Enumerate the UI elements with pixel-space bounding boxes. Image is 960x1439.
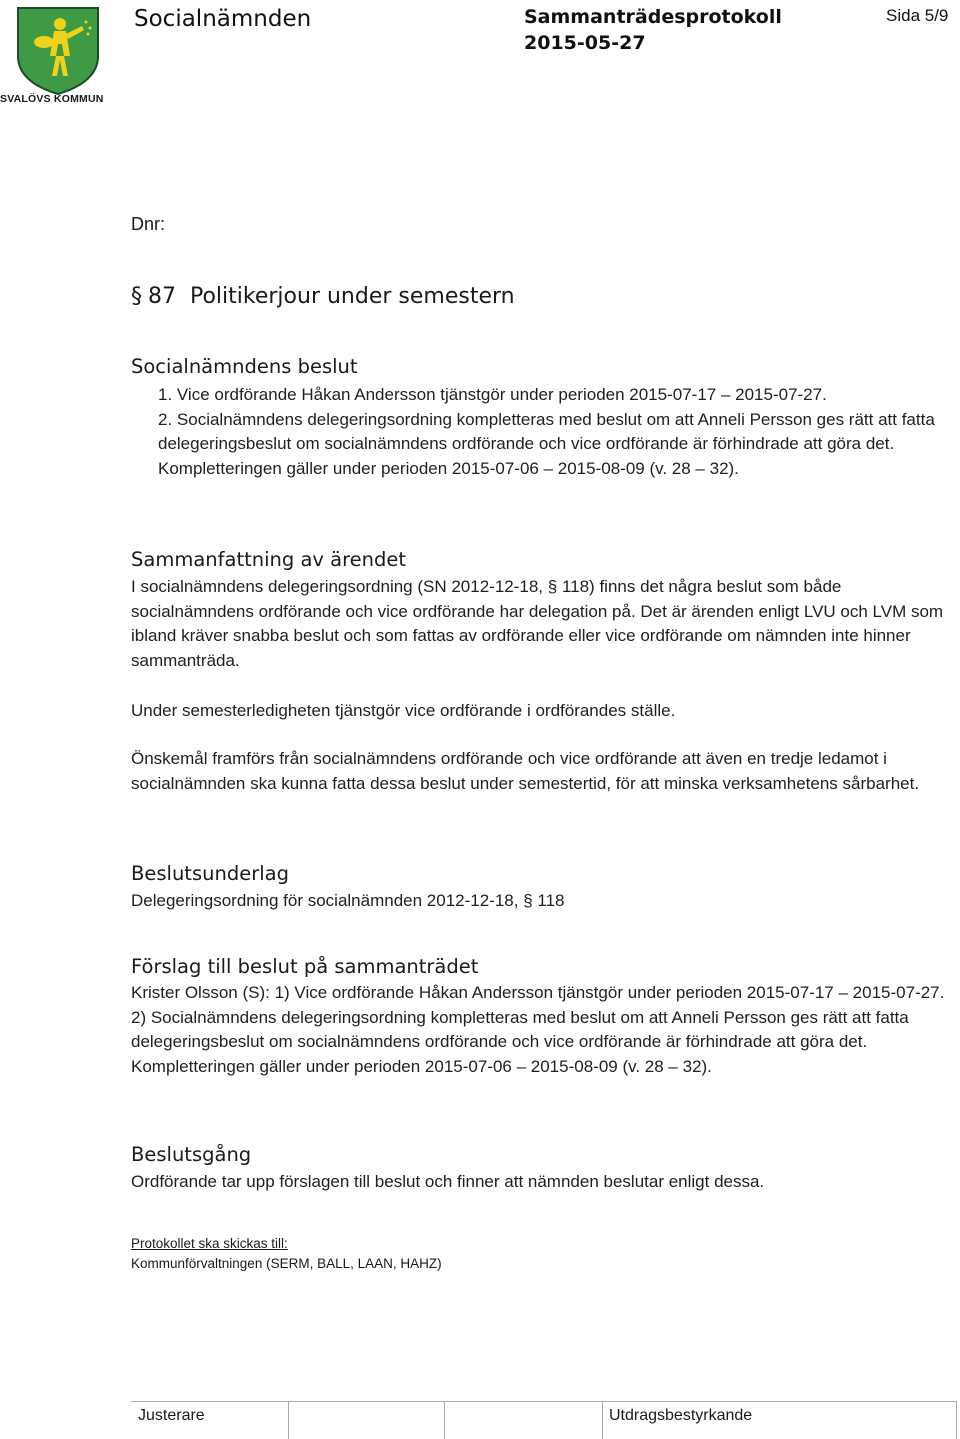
summary-paragraph-1	[131, 575, 953, 673]
distribution-label: Protokollet ska skickas till:	[131, 1236, 288, 1251]
proposal-text: Krister Olsson (S): 1) Vice ordförande Håkan Andersson tjänstgör under perioden 2015-07-17 – 2015-07-27. 2) Socialnämndens delegeringsordning kompletteras med beslut om att Anneli Persson ges rätt att fatta delegeringsbeslut om socialnämndens ordförande och vice ordförande är förhindrade att göra det. Kompletteringen gäller under perioden 2015-07-06 – 2015-08-09 (v. 28 – 32).	[131, 983, 945, 1076]
footer-divider	[131, 1401, 957, 1402]
basis-heading: Beslutsunderlag	[131, 862, 289, 885]
paragraph-symbol: §	[523, 891, 533, 910]
proposal-heading: Förslag till beslut på sammanträdet	[131, 955, 479, 978]
summary-paragraph-2: Under semesterledigheten tjänstgör vice ordförande i ordförandes ställe.	[131, 701, 676, 720]
basis-text-b: 118	[532, 891, 565, 910]
summary-paragraph-3: Önskemål framförs från socialnämndens ordförande och vice ordförande att även en tredje ledamot i socialnämnden ska kunna fatta dessa beslut under semestertid, för att minska verksamhetens sårbarhet.	[131, 749, 920, 793]
footer-divider-vertical	[602, 1401, 603, 1439]
procedure-text: Ordförande tar upp förslagen till beslut och finner att nämnden beslutar enligt dessa.	[131, 1172, 765, 1191]
section-title-text: 87 Politikerjour under semestern	[148, 284, 515, 309]
decision-list	[158, 383, 948, 481]
basis-text	[131, 889, 953, 914]
decision-item-2: 2. Socialnämndens delegeringsordning kompletteras med beslut om att Anneli Persson ges rätt att fatta delegeringsbeslut om socialnämndens ordförande och vice ordförande är förhindrade att göra det. Kompletteringen gäller under perioden 2015-07-06 – 2015-08-09 (v. 28 – 32).	[158, 409, 935, 478]
section-title	[131, 284, 515, 309]
paragraph-symbol: §	[131, 284, 142, 309]
summary-text-a: I socialnämndens delegeringsordning (SN 2012-12-18,	[131, 577, 548, 596]
footer-divider-vertical	[956, 1401, 957, 1439]
footer-divider-vertical	[444, 1401, 445, 1439]
decision-heading: Socialnämndens beslut	[131, 355, 358, 378]
paragraph-symbol: §	[547, 577, 558, 596]
certified-label: Utdragsbestyrkande	[609, 1407, 753, 1424]
logo-text: SVALÖVS KOMMUN	[0, 93, 104, 105]
document-type: Sammanträdesprotokoll	[524, 6, 782, 28]
summary-text-b: 118) finns det några beslut som både socialnämndens ordförande och vice ordförande har delegation på. Det är ärenden enligt LVU och LVM som ibland kräver snabba beslut och som fattas av ordförande eller vice ordförande om nämnden inte hinner sammanträda.	[131, 577, 944, 670]
organization-name: Socialnämnden	[134, 6, 312, 32]
distribution-recipients: Kommunförvaltningen (SERM, BALL, LAAN, HAHZ)	[131, 1256, 442, 1271]
page-number: Sida 5/9	[886, 6, 949, 25]
procedure-heading: Beslutsgång	[131, 1143, 252, 1166]
decision-item-1: 1. Vice ordförande Håkan Andersson tjänstgör under perioden 2015-07-17 – 2015-07-27.	[158, 385, 827, 404]
basis-text-a: Delegeringsordning för socialnämnden 2012-12-18,	[131, 891, 524, 910]
registration-number: Dnr:	[131, 214, 166, 234]
summary-heading: Sammanfattning av ärendet	[131, 548, 407, 571]
adjuster-label: Justerare	[138, 1407, 205, 1424]
document-date: 2015-05-27	[524, 32, 646, 54]
footer-divider-vertical	[288, 1401, 289, 1439]
